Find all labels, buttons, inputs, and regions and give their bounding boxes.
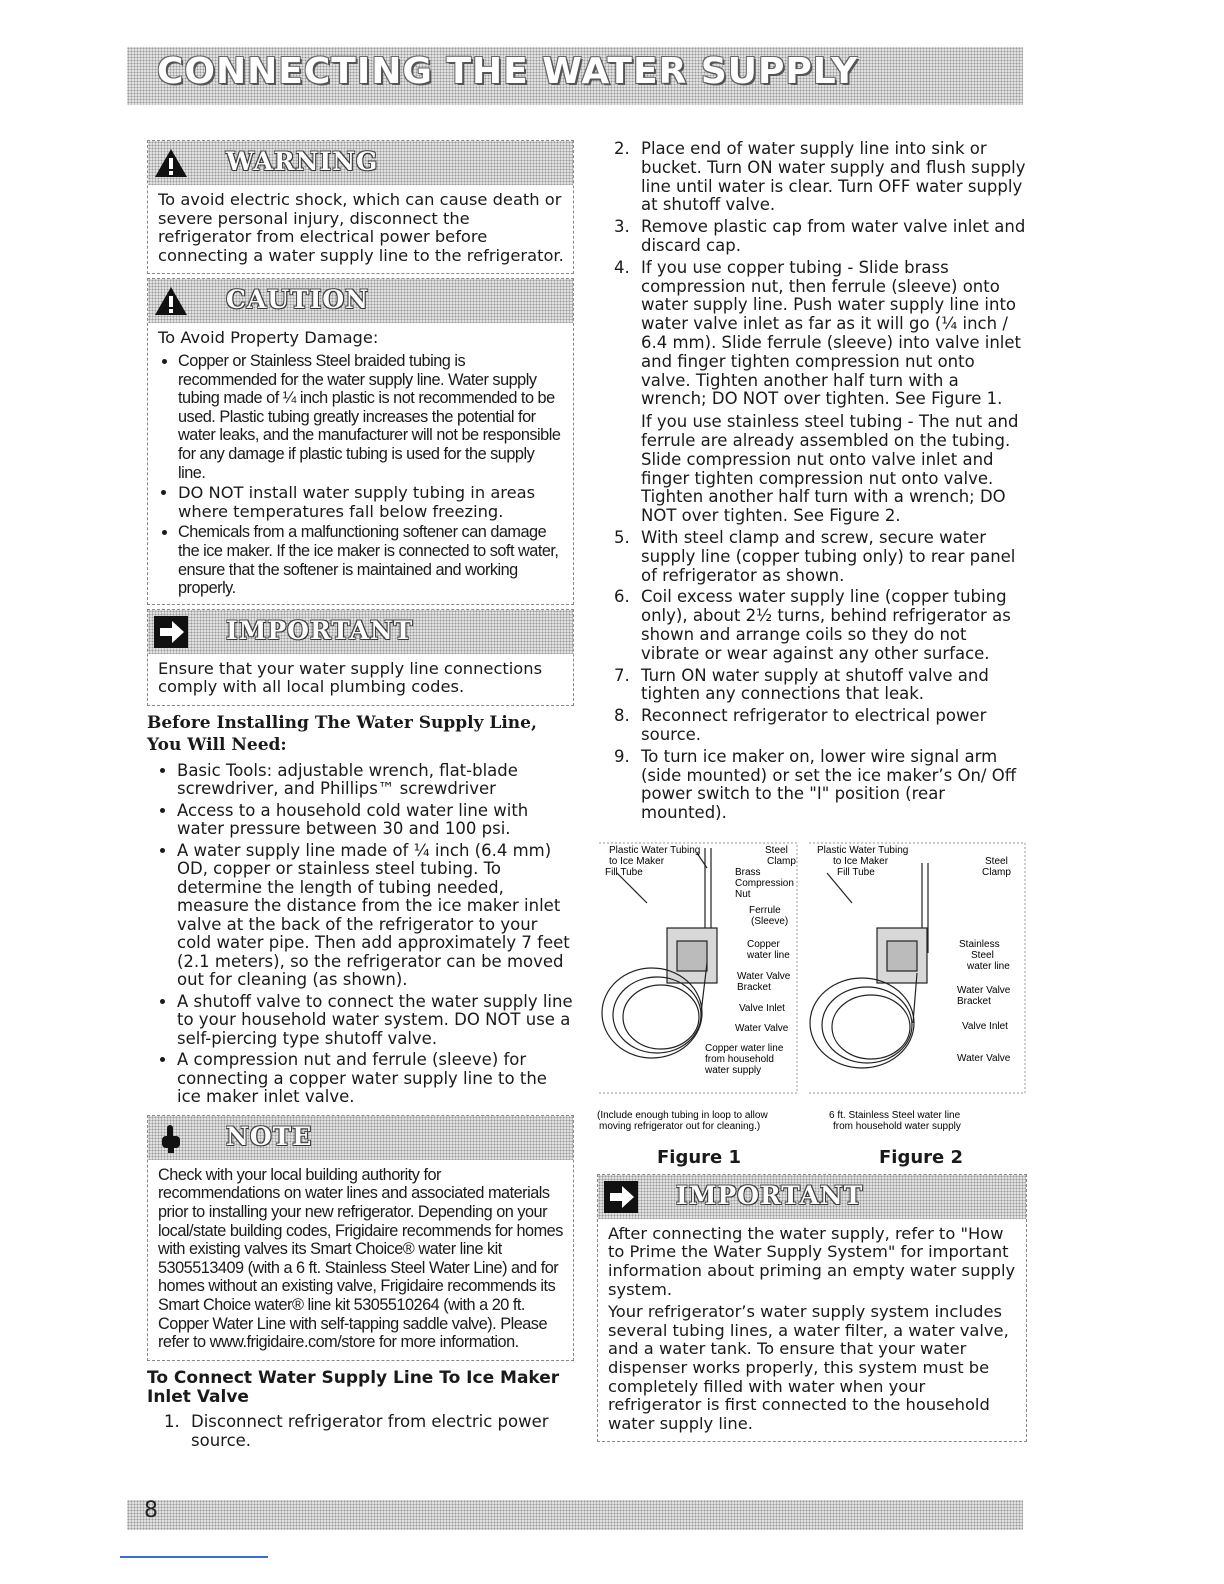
caution-header (148, 279, 573, 323)
fig2-label: Plastic Water Tubing (817, 844, 909, 856)
fig2-label: Stainless (959, 938, 1000, 950)
warning-text: To avoid electric shock, which can cause death or severe personal injury, disconnect the refrigerator from electrical power before connecting a water supply line to the refrigerator. (158, 190, 564, 265)
step-item: 1. Disconnect refrigerator from electric power source. (185, 1413, 574, 1451)
caution-body (148, 323, 573, 603)
fig1-label: Steel (765, 844, 788, 856)
fig1-label: moving refrigerator out for cleaning.) (599, 1120, 761, 1132)
figure-1-caption: Figure 1 (657, 1146, 742, 1168)
fig1-label: water line (747, 949, 790, 961)
corner-line (120, 1556, 268, 1558)
fig1-label: (Include enough tubing in loop to allow (597, 1109, 768, 1121)
fig1-label: Clamp (767, 855, 796, 867)
caution-triangle-icon (154, 285, 188, 317)
step-4-copper: If you use copper tubing - Slide brass compression nut, then ferrule (sleeve) onto water supply line. Push water supply line into water valve inlet as far as it will go (¼ inch / 6.4 mm). Slide ferrule (sleeve) into valve inlet and finger tighten compression nut onto valve. Tighten another half turn with a wrench; DO NOT over tighten. See Figure 1. (641, 257, 1021, 409)
important-box-2 (597, 1174, 1027, 1443)
caution-box (147, 278, 574, 604)
connect-heading: To Connect Water Supply Line To Ice Maker Inlet Valve (147, 1367, 560, 1407)
important-body-2 (598, 1219, 1026, 1442)
caution-item: • DO NOT install water supply tubing in areas where temperatures fall below freezing. (178, 484, 565, 521)
fig1-label: (Sleeve) (751, 915, 789, 927)
fig1-label: Compression (735, 877, 794, 889)
step-item: 9. To turn ice maker on, lower wire signal arm (side mounted) or set the ice maker’s On/ Off power switch to the "I" position (rear mounted). (635, 748, 1027, 823)
fig2-label: from household water supply (833, 1120, 961, 1132)
left-column (147, 140, 574, 1453)
note-text: Check with your local building authority for recommendations on water lines and associated materials prior to installing your new refrigerator. Depending on your local/state building codes, Frigidaire recommends for homes with existing valves its Smart Choice® water line kit 5305513409 (with a 6 ft. Stainless Steel Water Line) and for homes without an existing valve, Frigidaire recommends its Smart Choice water® line kit 5305510264 (with a 20 ft. Copper Water Line with self-tapping saddle valve). Please refer to www.frigidaire.com/store for more information. (158, 1165, 563, 1352)
arrow-right-icon (604, 1181, 638, 1213)
important-body-1 (148, 654, 573, 705)
page-number: 8 (144, 1498, 158, 1523)
connect-steps-left (147, 1413, 574, 1451)
fig2-label: Valve Inlet (962, 1020, 1008, 1032)
fig2-label: Steel (985, 855, 1008, 867)
important-header-1 (148, 610, 573, 654)
important-text-1: Ensure that your water supply line connections comply with all local plumbing codes. (158, 658, 543, 697)
warning-header (148, 141, 573, 185)
warning-label: WARNING (226, 147, 379, 176)
fig1-label: Water Valve (735, 1022, 789, 1034)
right-column (597, 140, 1027, 1446)
hand-pointer-icon (154, 1122, 188, 1154)
connect-steps-right (597, 140, 1027, 823)
fig2-label: Water Valve (957, 984, 1011, 996)
step-item: 7. Turn ON water supply at shutoff valve and tighten any connections that leak. (635, 667, 1027, 705)
note-body (148, 1160, 573, 1360)
header-banner (127, 47, 1023, 105)
fig2-label: Water Valve (957, 1052, 1011, 1064)
fig1-label: Brass (735, 866, 761, 878)
fig2-label: Fill Tube (837, 866, 875, 878)
warning-body (148, 185, 573, 273)
note-label: NOTE (226, 1121, 313, 1151)
important-header-2 (598, 1175, 1026, 1219)
important-label-1: IMPORTANT (226, 615, 414, 645)
footer-bar (127, 1500, 1023, 1530)
fig1-label: from household (705, 1053, 774, 1065)
arrow-right-icon (154, 616, 188, 648)
fig1-label: Plastic Water Tubing (609, 844, 701, 856)
fig1-label: Copper water line (705, 1042, 784, 1054)
fig2-label: Bracket (957, 995, 991, 1007)
before-item: • Basic Tools: adjustable wrench, flat-blade screwdriver, and Phillips™ screwdriver (177, 762, 574, 799)
before-item: • A water supply line made of ¼ inch (6.4 mm) OD, copper or stainless steel tubing. To determine the length of tubing needed, measure the distance from the ice maker inlet valve at the back of the refrigerator to your cold water pipe. Then add approximately 7 feet (2.1 meters), so the refrigerator can be moved out for cleaning (as shown). (177, 842, 574, 990)
fig1-label: Copper (747, 938, 780, 950)
important-para-1: After connecting the water supply, refer to "How to Prime the Water Supply System" for important information about priming an empty water supply system. (608, 1223, 1016, 1299)
caution-label: CAUTION (226, 285, 370, 315)
figure-2-caption: Figure 2 (879, 1146, 964, 1168)
before-item: • A compression nut and ferrule (sleeve) for connecting a copper water supply line to the ice maker inlet valve. (177, 1051, 574, 1107)
important-box-1 (147, 609, 574, 706)
fig1-label: Ferrule (749, 904, 781, 916)
fig2-label: water line (967, 960, 1010, 972)
fig1-label: Valve Inlet (739, 1002, 785, 1014)
caution-item: • Copper or Stainless Steel braided tubing is recommended for the water supply line. Water supply tubing made of ¼ inch plastic is not recommended to be used. Plastic tubing greatly increases the potential for water leaks, and the manufacturer will not be responsible for any damage if plastic tubing is used for the supply line. (178, 352, 565, 482)
fig1-label: Nut (735, 888, 751, 900)
warning-box (147, 140, 574, 274)
before-item: • Access to a household cold water line with water pressure between 30 and 100 psi. (177, 802, 574, 839)
step-item: 5. With steel clamp and screw, secure water supply line (copper tubing only) to rear panel of refrigerator as shown. (635, 529, 1027, 585)
fig2-label: Clamp (982, 866, 1011, 878)
fig1-label: Bracket (737, 981, 771, 993)
caution-intro: To Avoid Property Damage: (158, 328, 379, 348)
step-item: 3. Remove plastic cap from water valve inlet and discard cap. (635, 218, 1027, 256)
important-para-2: Your refrigerator’s water supply system includes several tubing lines, a water filter, a water valve, and a water tank. To ensure that your water dispenser works properly, this system must be completely filled with water when your refrigerator is first connected to the household water supply line. (608, 1302, 1009, 1433)
page-title: CONNECTING THE WATER SUPPLY (157, 51, 859, 92)
caution-item: • Chemicals from a malfunctioning softener can damage the ice maker. If the ice maker is connected to soft water, ensure that the softener is maintained and working properly. (178, 523, 565, 597)
fig2-label: Steel (971, 949, 994, 961)
note-box (147, 1115, 574, 1361)
caution-list (158, 352, 565, 598)
figures (597, 833, 1027, 1168)
fig2-label: 6 ft. Stainless Steel water line (829, 1109, 961, 1121)
before-heading: Before Installing The Water Supply Line, You Will Need: (147, 712, 537, 755)
warning-triangle-icon (154, 147, 188, 179)
step-item (635, 259, 1027, 526)
fig1-label: Fill Tube (605, 866, 643, 878)
step-item: 2. Place end of water supply line into sink or bucket. Turn ON water supply and flush supply line until water is clear. Turn OFF water supply at shutoff valve. (635, 140, 1027, 215)
fig1-label: to Ice Maker (609, 855, 665, 867)
before-item: • A shutoff valve to connect the water supply line to your household water system. DO NOT use a self-piercing type shutoff valve. (177, 993, 574, 1049)
step-4-stainless: If you use stainless steel tubing - The nut and ferrule are already assembled on the tubing. Slide compression nut onto valve inlet and finger tighten compression nut onto valve. Tighten another half turn with a wrench; DO NOT over tighten. See Figure 2. (641, 412, 1019, 526)
step-item: 8. Reconnect refrigerator to electrical power source. (635, 707, 1027, 745)
fig1-label: water supply (705, 1064, 762, 1076)
fig1-label: Water Valve (737, 970, 791, 982)
note-header (148, 1116, 573, 1160)
step-item: 6. Coil excess water supply line (copper tubing only), about 2½ turns, behind refrigerator as shown and arrange coils so they do not vibrate or wear against any other surface. (635, 588, 1027, 663)
fig2-label: to Ice Maker (833, 855, 889, 867)
important-label-2: IMPORTANT (676, 1180, 864, 1210)
figure-illustrations (597, 833, 1027, 1143)
before-list (147, 762, 574, 1107)
